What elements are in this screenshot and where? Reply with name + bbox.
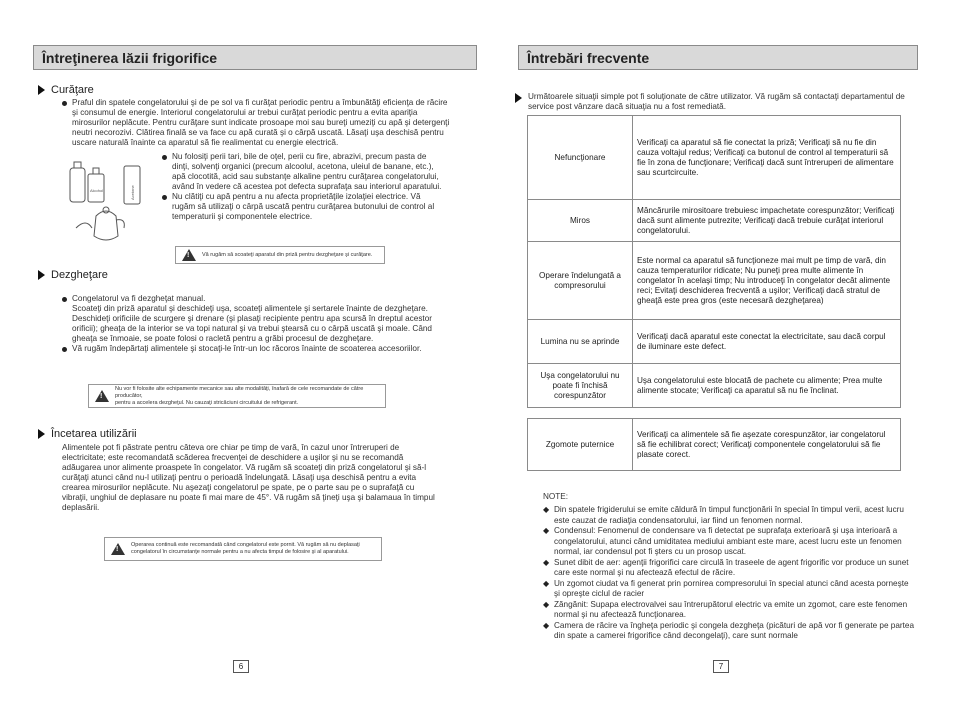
note-item: ◆ Din spatele frigiderului se emite căldură în timpul funcţionării în special în timpul verii, acest lucru este cauzat de radiaţia condensatorului, iar fiind un fenomen normal.	[543, 505, 915, 526]
defrost-text	[62, 294, 442, 354]
faq-problem: Uşa congelatorului nu poate fi închisă corespunzător	[528, 364, 633, 408]
notes-list	[543, 505, 915, 642]
section-cleaning-title: Curăţare	[38, 84, 94, 96]
table-row	[528, 419, 901, 471]
faq-solution: Verificaţi dacă aparatul este conectat la electricitate, sau dacă corpul de iluminare este defect.	[633, 320, 901, 364]
faq-solution: Uşa congelatorului este blocată de pachete cu alimente; Prea multe alimente stocate; Verificaţi ca aparatul să nu fie înclinat.	[633, 364, 901, 408]
cleaning-bullet: Nu clătiţi cu apă pentru a nu afecta proprietăţile izolaţiei electrice. Vă rugăm să utilizaţi o cârpă uscată pentru curăţarea butonului de control al temperaturii şi componentele electrice.	[162, 192, 442, 222]
faq-intro: Următoarele situaţii simple pot fi soluţionate de către utilizator. Vă rugăm să contactaţi departamentul de service post vânzare dacă situaţia nu a fost remediată.	[515, 92, 915, 112]
faq-problem: Lumina nu se aprinde	[528, 320, 633, 364]
cleaning-warning: ! Vă rugăm să scoateţi aparatul din priză pentru dezgheţare şi curăţare.	[175, 246, 385, 264]
cleaning-bullet: Nu folosiţi perii tari, bile de oţel, perii cu fire, abrazivi, precum pasta de dinţi, solvenţi organici (precum alcoolul, acetona, uleiul de banane, etc.), apă clocotită, acid sau substanţe alkaline pentru curăţarea congelatorului, având în vedere că acestea pot defecta suprafaţa sau interiorul aparatului.	[162, 152, 442, 192]
section-stop-title: Încetarea utilizării	[38, 428, 137, 440]
cleaning-intro: Praful din spatele congelatorului şi de pe sol va fi curăţat periodic pentru a îmbunătăţi eficienţa de răcire şi consumul de energie. Interiorul congelatorului ar trebui curăţat periodic pentru a evita apariţia mirosurilor neplăcute. Pentru curăţare sunt indicate prosoape moi sau bureţi umeziţi cu apă şi detergenţi neutri necorozivi. Clătirea finală se va face cu apă curată şi o cârpă uscată. Lăsaţi uşa deschisă pentru uscare naturală înainte ca aparatul să fie realimentat cu energie electrică.	[62, 98, 450, 148]
stop-text: Alimentele pot fi păstrate pentru câteva ore chiar pe timp de vară, în cazul unor întreruperi de electricitate; este recomandată scăderea frecvenţei de deschidere a uşilor şi nu se recomandă adăugarea unor alimente proaspete în congelator. Vă rugăm să scoateţi din priză congelatorul şi să-l curăţaţi atunci când nu-l utilizaţi pentru o perioadă îndelungată. Lăsaţi uşa deschisă pentru a evita crearea mirosurilor neplăcute. Nu aşezaţi congelatorul pe spate, pe o parte sau pe o suprafaţă cu vibraţii, unghiul de deplasare nu poate fi mai mare de 45°. Vă rugăm să ţineţi uşa şi balamaua în timpul deplasării.	[62, 443, 435, 512]
faq-solution: Este normal ca aparatul să funcţioneze mai mult pe timp de vară, din cauza temperaturilor ridicate; Nu puneţi prea multe alimente în congelator în acelaşi timp; Nu introduceţi în congelator decât alimente reci; Evitaţi deschiderea frecventă a uşilor; Verificaţi dacă stratul de gheaţă este prea gros (este necesară dezgheţarea)	[633, 242, 901, 320]
defrost-bullet: Congelatorul va fi dezgheţat manual. Scoateţi din priză aparatul şi deschideţi uşa, scoateţi alimentele şi sertarele înainte de dezgheţare. Deschideţi orificiile de scurgere şi drenare (şi plasaţi recipiente pentru apa scursă în dreptul acestor orificii); gheaţa de la interior se va topi natural şi va trebui ştearsă cu o cârpă uscată şi moale. Când gheaţa se înmoaie, se poate folosi o racletă pentru a grăbi procesul de dezgheţare.	[62, 294, 442, 344]
defrost-warning: ! Nu vor fi folosite alte echipamente mecanice sau alte modalităţi, înafară de cele recomandate de către producător, pentru a accelera dezgheţul. Nu cauzaţi stricăciuni circuitului de refrigerant.	[88, 384, 386, 408]
section-arrow-icon	[515, 93, 522, 103]
note-item: ◆ Sunet dibit de aer: agenţii frigorifici care circulă în traseele de agent frigorific vor produce un sunet care este normal şi nu afectează efectul de răcire.	[543, 558, 915, 579]
note-item: ◆ Condensul: Fenomenul de condensare va fi detectat pe suprafaţa exterioară şi uşa interioară a congelatorului, atunci când umiditatea mediului ambiant este mare, acest lucru este un fenomen normal, iar condensul pot fi şters cu un prosop uscat.	[543, 526, 915, 558]
faq-problem: Zgomote puternice	[528, 419, 633, 471]
warning-icon: !	[111, 543, 125, 555]
table-row	[528, 364, 901, 408]
table-row	[528, 242, 901, 320]
page-number-right: 7	[713, 660, 729, 673]
warning-icon: !	[95, 390, 109, 402]
faq-problem: Nefuncţionare	[528, 116, 633, 200]
section-defrost-title: Dezgheţare	[38, 269, 108, 281]
note-item: ◆ Un zgomot ciudat va fi generat prin pornirea compresorului în special atunci când acesta porneşte şi opreşte ciclul de racier	[543, 579, 915, 600]
faq-problem: Operare îndelungată a compresorului	[528, 242, 633, 320]
right-page-header: Întrebări frecvente	[518, 45, 918, 70]
cleaning-products-illustration	[66, 158, 146, 248]
acetone-label: Acetone	[130, 185, 135, 200]
table-row	[528, 116, 901, 200]
note-label: NOTE:	[543, 492, 569, 501]
cleaning-bullets	[162, 152, 442, 222]
note-item: ◆ Zăngănit: Supapa electrovalvei sau întrerupătorul electric va emite un zgomot, care este fenomen normal şi nu afectează funcţionarea.	[543, 600, 915, 621]
table-row	[528, 320, 901, 364]
section-arrow-icon	[38, 85, 45, 95]
faq-table-2	[527, 418, 901, 471]
faq-solution: Verificaţi ca aparatul să fie conectat la priză; Verificaţi să nu fie din cauza voltajul redus; Verificaţi ca butonul de control al temperaturii să fie în zona de funcţionare; Verificaţi dacă sunt întreruperi de alimentare sau scurtcircuite.	[633, 116, 901, 200]
faq-solution: Verificaţi ca alimentele să fie aşezate corespunzător, iar congelatorul să fie echilibrat corect; Verificaţi componentele congelatorului să fie plasate corect.	[633, 419, 901, 471]
defrost-bullet: Vă rugăm îndepărtaţi alimentele şi stocaţi-le într-un loc răcoros înainte de scoaterea accesoriilor.	[62, 344, 442, 354]
left-page-header: Întreţinerea lăzii frigorifice	[33, 45, 477, 70]
faq-problem: Miros	[528, 200, 633, 242]
section-arrow-icon	[38, 429, 45, 439]
stop-warning: ! Operarea continuă este recomandată când congelatorul este pornit. Vă rugăm să nu deplasaţi congelatorul în circumstanţe normale pentru a nu afecta timpul de folosire şi al aparatului.	[104, 537, 382, 561]
table-row	[528, 200, 901, 242]
page-number-left: 6	[233, 660, 249, 673]
faq-table	[527, 115, 901, 408]
note-item: ◆ Camera de răcire va îngheţa periodic şi congela dezgheţa (picături de apă vor fi generate pe partea din spate a camerei frigorifice când decongelaţi), care sunt normale	[543, 621, 915, 642]
section-arrow-icon	[38, 270, 45, 280]
warning-icon: !	[182, 249, 196, 261]
faq-solution: Mâncărurile mirositoare trebuiesc impachetate corespunzător; Verificaţi dacă sunt alimente putrezite; Verificaţi dacă trebuie curăţat interiorul congelatorului.	[633, 200, 901, 242]
alcohol-label: Alcohol	[90, 188, 104, 193]
